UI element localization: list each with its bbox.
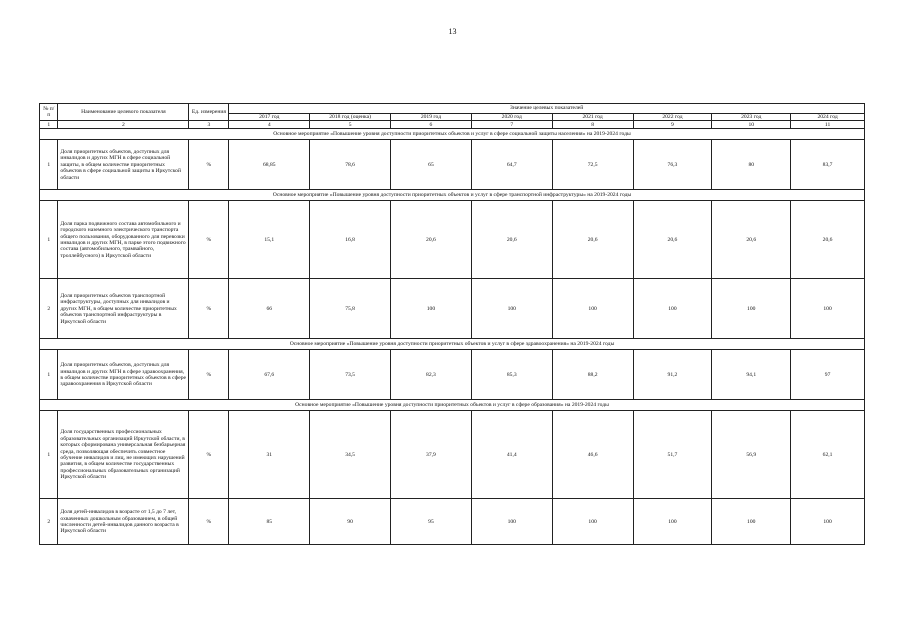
row-number: 1: [40, 350, 58, 400]
indicator-value: 20,6: [712, 201, 791, 279]
indicator-value: 67,6: [229, 350, 310, 400]
indicator-value: 100: [552, 279, 633, 339]
column-number: 7: [471, 121, 552, 129]
section-header-row: [40, 400, 865, 411]
indicator-value: 31: [229, 411, 310, 499]
indicator-value: 75,8: [310, 279, 391, 339]
indicator-value: 100: [471, 499, 552, 545]
indicator-value: 100: [552, 499, 633, 545]
row-number: 2: [40, 279, 58, 339]
indicator-value: 76,3: [633, 140, 712, 190]
column-number: 10: [712, 121, 791, 129]
indicator-value: 88,2: [552, 350, 633, 400]
indicator-value: 95: [391, 499, 472, 545]
indicator-value: 34,5: [310, 411, 391, 499]
section-title: Основное мероприятие «Повышение уровня доступности приоритетных объектов и услуг в сфере здравоохранения» на 2019-2024 годы: [40, 339, 865, 350]
target-indicators-table: [39, 103, 865, 545]
header-indicator-name: Наименование целевого показателя: [58, 104, 189, 121]
indicator-name: Доля приоритетных объектов транспортной инфраструктуры, доступных для инвалидов и других МГН, в общем количестве приоритетных объектов транспортной инфраструктуры в Иркутской области: [58, 279, 189, 339]
header-year: 2024 год: [791, 114, 865, 121]
header-year: 2023 год: [712, 114, 791, 121]
row-number: 2: [40, 499, 58, 545]
indicator-unit: %: [189, 499, 229, 545]
section-title: Основное мероприятие «Повышение уровня доступности приоритетных объектов и услуг в сфере образования» на 2019-2024 годы: [40, 400, 865, 411]
header-year: 2017 год: [229, 114, 310, 121]
indicator-value: 16,8: [310, 201, 391, 279]
column-number: 9: [633, 121, 712, 129]
indicator-value: 56,9: [712, 411, 791, 499]
header-number: № п/п: [40, 104, 58, 121]
column-number: 5: [310, 121, 391, 129]
indicator-value: 78,6: [310, 140, 391, 190]
indicator-value: 85: [229, 499, 310, 545]
indicator-value: 100: [391, 279, 472, 339]
indicator-value: 20,6: [471, 201, 552, 279]
table-row: [40, 279, 865, 339]
indicator-value: 20,6: [552, 201, 633, 279]
table-row: [40, 350, 865, 400]
row-number: 1: [40, 140, 58, 190]
section-header-row: [40, 190, 865, 201]
indicator-value: 66: [229, 279, 310, 339]
indicator-value: 15,1: [229, 201, 310, 279]
header-values: Значение целевых показателей: [229, 104, 865, 114]
header-year: 2022 год: [633, 114, 712, 121]
indicator-value: 20,6: [633, 201, 712, 279]
header-year: 2021 год: [552, 114, 633, 121]
indicator-value: 94,1: [712, 350, 791, 400]
indicator-value: 73,5: [310, 350, 391, 400]
column-number: 4: [229, 121, 310, 129]
column-number: 8: [552, 121, 633, 129]
section-header-row: [40, 129, 865, 140]
indicator-value: 64,7: [471, 140, 552, 190]
indicator-value: 100: [791, 499, 865, 545]
column-number: 2: [58, 121, 189, 129]
indicator-unit: %: [189, 350, 229, 400]
indicator-name: Доля государственных профессиональных образовательных организаций Иркутской области, в которых сформирована универсальная безбарьерная среда, позволяющая обеспечить совместное обучение инвалидов и лиц, не имеющих нарушений развития, в общем количестве государственных профессиональных образовательных организаций Иркутской области: [58, 411, 189, 499]
indicator-value: 100: [633, 279, 712, 339]
indicator-unit: %: [189, 279, 229, 339]
indicator-value: 80: [712, 140, 791, 190]
indicator-value: 97: [791, 350, 865, 400]
column-number: 3: [189, 121, 229, 129]
section-header-row: [40, 339, 865, 350]
indicator-value: 20,6: [391, 201, 472, 279]
indicator-unit: %: [189, 411, 229, 499]
table-row: [40, 201, 865, 279]
header-year: 2019 год: [391, 114, 472, 121]
indicator-name: Доля приоритетных объектов, доступных для инвалидов и других МГН в сфере здравоохранения, в общем количестве приоритетных объектов в сфере здравоохранения в Иркутской области: [58, 350, 189, 400]
table-row: [40, 140, 865, 190]
row-number: 1: [40, 411, 58, 499]
indicator-value: 91,2: [633, 350, 712, 400]
indicator-value: 83,7: [791, 140, 865, 190]
indicator-name: Доля приоритетных объектов, доступных для инвалидов и других МГН в сфере социальной защиты, в общем количестве приоритетных объектов в сфере социальной защиты в Иркутской области: [58, 140, 189, 190]
indicator-value: 90: [310, 499, 391, 545]
indicator-value: 51,7: [633, 411, 712, 499]
header-unit: Ед. измерения: [189, 104, 229, 121]
indicator-value: 62,1: [791, 411, 865, 499]
indicator-value: 65: [391, 140, 472, 190]
column-number: 11: [791, 121, 865, 129]
indicator-unit: %: [189, 201, 229, 279]
indicator-value: 100: [791, 279, 865, 339]
indicator-value: 68,85: [229, 140, 310, 190]
section-title: Основное мероприятие «Повышение уровня доступности приоритетных объектов и услуг в сфере социальной защиты населения» на 2019-2024 годы: [40, 129, 865, 140]
indicator-value: 100: [471, 279, 552, 339]
indicator-value: 46,6: [552, 411, 633, 499]
indicator-value: 85,3: [471, 350, 552, 400]
indicator-name: Доля парка подвижного состава автомобильного и городского наземного электрического транспорта общего пользования, оборудованного для перевозки инвалидов и других МГН, в парке этого подвижного состава (автомобильного, трамвайного, троллейбусного) в Иркутской области: [58, 201, 189, 279]
header-year: 2018 год (оценка): [310, 114, 391, 121]
indicator-value: 72,5: [552, 140, 633, 190]
indicator-value: 41,4: [471, 411, 552, 499]
table-row: [40, 411, 865, 499]
column-number: 1: [40, 121, 58, 129]
table-row: [40, 499, 865, 545]
indicator-value: 37,9: [391, 411, 472, 499]
indicator-unit: %: [189, 140, 229, 190]
indicator-name: Доля детей-инвалидов в возрасте от 1,5 до 7 лет, охваченных дошкольным образованием, в общей численности детей-инвалидов данного возраста в Иркутской области: [58, 499, 189, 545]
indicator-value: 20,6: [791, 201, 865, 279]
page-number: 13: [448, 27, 457, 36]
header-year: 2020 год: [471, 114, 552, 121]
indicator-value: 100: [633, 499, 712, 545]
section-title: Основное мероприятие «Повышение уровня доступности приоритетных объектов и услуг в сфере транспортной инфраструктуры» на 2019-2024 годы: [40, 190, 865, 201]
column-number: 6: [391, 121, 472, 129]
indicator-value: 100: [712, 499, 791, 545]
indicator-value: 100: [712, 279, 791, 339]
indicator-value: 82,3: [391, 350, 472, 400]
row-number: 1: [40, 201, 58, 279]
